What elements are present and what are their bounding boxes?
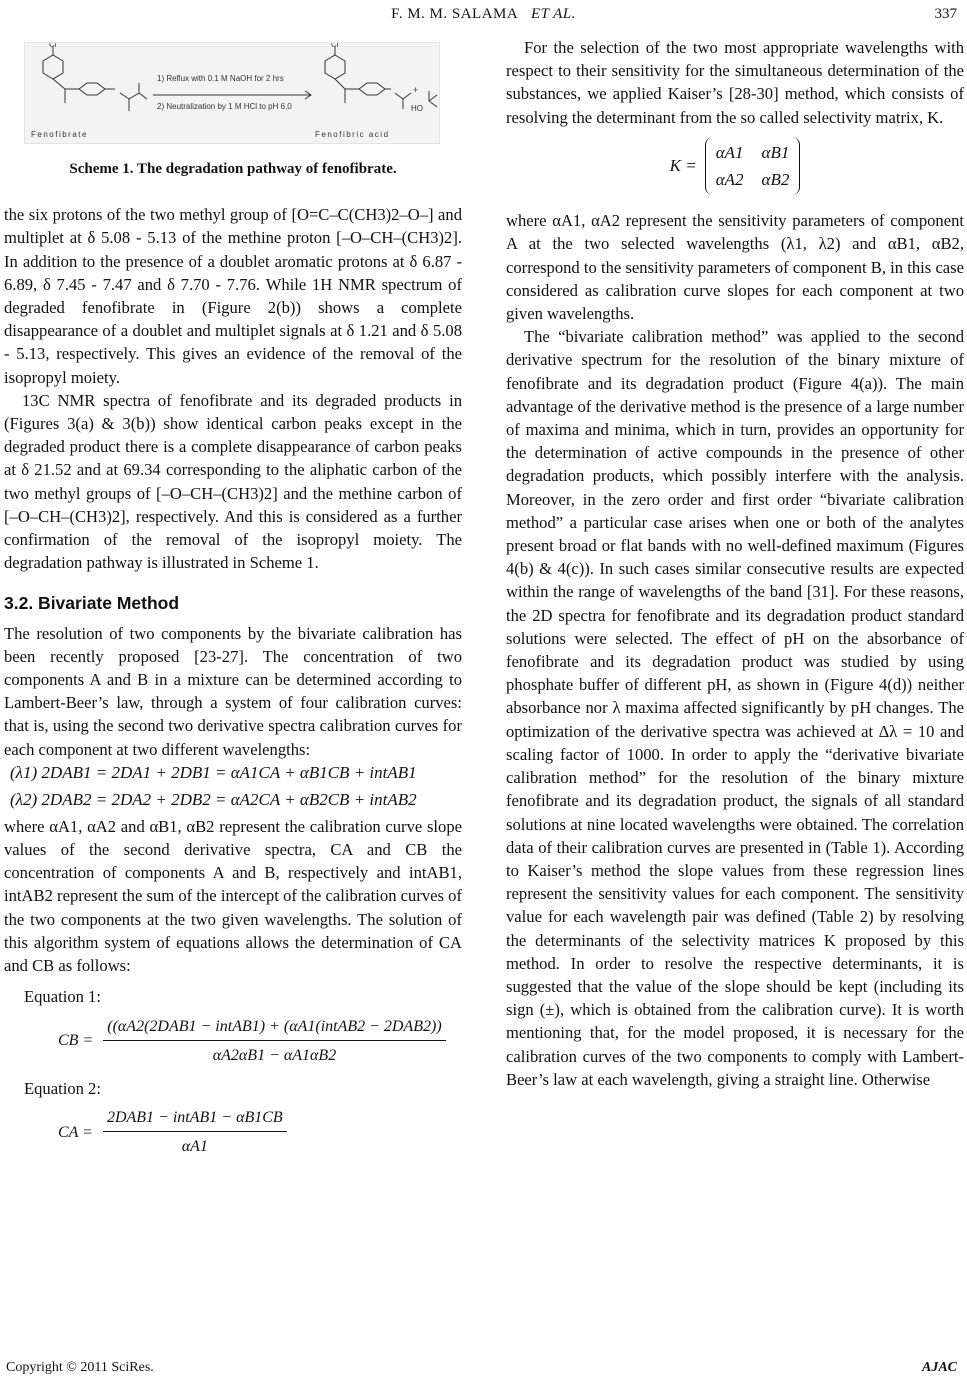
matrix-cell-12: αB1 [761, 142, 790, 162]
page-footer [0, 1360, 967, 1380]
running-head-authors: F. M. M. SALAMA ET AL. [391, 6, 576, 22]
cl-left-label: Cl [49, 43, 57, 49]
right-column [506, 36, 964, 1091]
equation-1-lhs: CB = [58, 1032, 94, 1050]
scheme-caption: Scheme 1. The degradation pathway of fenofibrate. [69, 161, 397, 177]
scheme-plus: + [413, 85, 419, 95]
equation-1 [58, 1015, 462, 1067]
right-paragraph-2: where αA1, αA2 represent the sensitivity parameters of component A at the two selected wavelengths (λ1, λ2) and αB1, αB2, correspond to the sensitivity parameters of component B, in this case considered as calibration curve slopes for each component at two given wavelengths. [506, 211, 964, 324]
selectivity-matrix-equation [506, 137, 964, 195]
matrix-cell-22: αB2 [761, 170, 790, 190]
left-paragraph-2: 13C NMR spectra of fenofibrate and its degraded products in (Figures 3(a) & 3(b)) show identical carbon peaks except in the degraded product there is a complete disappearance of carbon peaks at δ 21.52 and at 69.34 corresponding to the aliphatic carbon of the two methyl groups of [–O–CH–(CH3)2] and the methine carbon of [–O–CH–(CH3)2], respectively. And this is considered as a further confirmation of the removal of the isopropyl moiety. The degradation pathway is illustrated in Scheme 1. [4, 390, 462, 573]
matrix-cell-21: αA2 [715, 170, 744, 190]
reaction-scheme-image [25, 43, 439, 143]
left-column [4, 36, 462, 1169]
scheme-byproduct: HO [411, 104, 423, 113]
selectivity-matrix [705, 137, 801, 195]
right-paragraph-1: For the selection of the two most appropriate wavelengths with respect to their sensitivity for the simultaneous determination of the substances, we applied Kaiser’s [28-30] method, which consists of resolving the determinant from the so called selectivity matrix, K. [506, 38, 964, 127]
matrix-lhs: K = [669, 156, 697, 176]
left-paragraph-4: where αA1, αA2 and αB1, αB2 represent the calibration curve slope values of the second derivative spectra, CA and CB the concentration of components A and B, respectively and intAB1, intAB2 represent the sum of the intercept of the calibration curves of the two components at the two given wavelengths. The solution of this algorithm system of equations allows the determination of CA and CB as follows: [4, 816, 462, 976]
copyright-notice: Copyright © 2011 SciRes. [6, 1360, 154, 1375]
scheme-figure [24, 42, 440, 144]
equation-1-denominator: αA2αB1 − αA1αB2 [212, 1046, 337, 1064]
equation-lambda2: (λ2) 2DAB2 = 2DA2 + 2DB2 = αA2CA + αB2CB + intAB2 [10, 789, 417, 809]
left-paragraph-3: The resolution of two components by the bivariate calibration has been recently proposed [23-27]. The concentration of two components A and B in a mixture can be determined according to Lambert-Beer’s law, through a system of four calibration curves: that is, using the second two derivative spectra calibration curves for each component at two different wavelengths: [4, 623, 462, 759]
fenofibric-acid-label: Fenofibric acid [315, 130, 390, 139]
equation-1-fraction [103, 1015, 445, 1067]
equation-1-numerator: ((αA2(2DAB1 − intAB1) + (αA1(intAB2 − 2DAB2)) [103, 1015, 445, 1041]
equation-2-lhs: CA = [58, 1123, 93, 1141]
cl-right-label: Cl [331, 43, 339, 49]
matrix-cell-11: αA1 [715, 142, 744, 162]
scheme-step-1: 1) Reflux with 0.1 M NaOH for 2 hrs [157, 74, 284, 83]
section-title: 3.2. Bivariate Method [4, 593, 180, 614]
equation-2-denominator: αA1 [181, 1138, 208, 1156]
journal-abbreviation: AJAC [921, 1360, 957, 1375]
equation-1-label: Equation 1: [24, 987, 101, 1007]
scheme-step-2: 2) Neutralization by 1 M HCl to pH 6.0 [157, 102, 292, 111]
equation-2-label: Equation 2: [24, 1078, 101, 1098]
running-header [0, 6, 967, 30]
right-paragraph-3: The “bivariate calibration method” was applied to the second derivative spectrum for the resolution of the binary mixture of fenofibrate and its degradation product (Figure 4(a)). The main advantage of the derivative method is the presence of a large number of maxima and minima, which in turn, provides an opportunity for the determination of active compounds in the presence of other degradation products, which possibly interfere with the analysis. Moreover, in the zero order and first order “bivariate calibration method” a particular case arises when one or both of the analytes present broad or flat bands with no well-defined maximum (Figures 4(b) & 4(c)). In such cases similar consecutive results are expected within the range of wavelengths of the band [31]. For these reasons, the 2D spectra for fenofibrate and its degradation product standard solutions were selected. The effect of pH on the absorbance of fenofibrate and its degradation product was studied by using phosphate buffer of different pH, as shown in (Figure 4(d)) neither absorbance nor λ maxima affected significantly by pH changes. The optimization of the derivative spectra was achieved at Δλ = 10 and scaling factor of 1000. In order to apply the “derivative bivariate calibration method” for the resolution of the binary mixture fenofibrate and its degradation product, the signals of all standard solutions at nine located wavelengths were obtained. The correlation data of their calibration curves are presented in (Table 1). According to Kaiser’s method the slope values from these regression lines represent the sensitivity values for each component. The sensitivity value for each wavelength pair was defined (Table 2) by resolving the determinants of the selectivity matrices K proposed by this method. In order to resolve the respective determinants, it is suggested that the value of the slope should be kept (including its sign (±), which is obtained from the calibration curve). It is worth mentioning that, for the model proposed, it is necessary for the calibration curves of the two components to comply with Lambert-Beer’s law at each wavelength, giving a straight line. Otherwise [506, 327, 964, 1089]
page-number: 337 [934, 6, 957, 22]
equation-2-fraction [103, 1106, 287, 1158]
equation-2-numerator: 2DAB1 − intAB1 − αB1CB [103, 1106, 287, 1132]
fenofibrate-label: Fenofibrate [31, 130, 88, 139]
equation-lambda1: (λ1) 2DAB1 = 2DA1 + 2DB1 = αA1CA + αB1CB + intAB1 [10, 762, 417, 782]
equation-2 [58, 1106, 462, 1158]
left-paragraph-1: the six protons of the two methyl group of [O=C–C(CH3)2–O–] and multiplet at δ 5.08 - 5.13 of the methine proton [–O–CH–(CH3)2]. In addition to the presence of a doublet aromatic protons at δ 6.87 - 6.89, δ 7.45 - 7.47 and δ 7.70 - 7.76. While 1H NMR spectrum of degraded fenofibrate in (Figure 2(b)) shows a complete disappearance of a doublet and multiplet signals at δ 1.21 and δ 5.08 - 5.13, respectively. This gives an evidence of the removal of the isopropyl moiety. [4, 205, 462, 387]
